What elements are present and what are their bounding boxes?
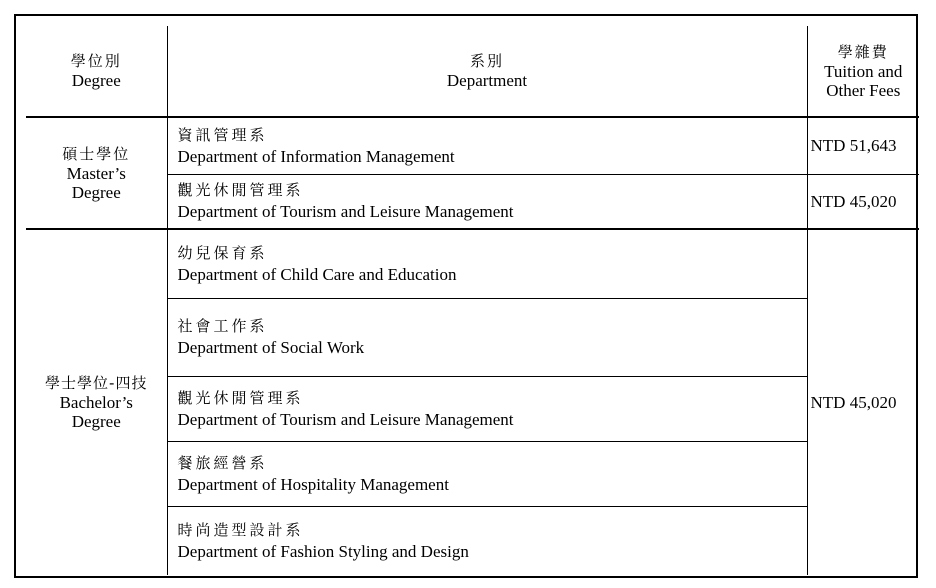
- department-cell: [167, 376, 807, 441]
- fee-cell: NTD 51,643: [807, 117, 919, 174]
- department-name-en: Department of Social Work: [177, 338, 365, 357]
- fees-header-zh: 學雜費: [837, 42, 889, 61]
- masters-degree-en-line1: Master’s: [66, 163, 126, 183]
- department-header: [167, 26, 807, 117]
- department-cell: [167, 117, 807, 174]
- department-name-en: Department of Tourism and Leisure Management: [177, 409, 514, 429]
- department-name-zh: 社會工作系: [177, 317, 268, 335]
- degree-header-zh: 學位別: [70, 52, 122, 70]
- department-name-en: Department of Fashion Styling and Design: [177, 541, 469, 561]
- department-cell: [167, 174, 807, 229]
- department-name-zh: 幼兒保育系: [177, 243, 268, 262]
- department-cell: [167, 441, 807, 506]
- masters-degree-cell: [26, 117, 167, 229]
- tuition-table: [26, 26, 919, 575]
- bachelors-degree-en-line1: Bachelor’s: [59, 393, 133, 412]
- table-row: [26, 229, 919, 298]
- bachelors-degree-zh: 學士學位-四技: [45, 374, 148, 392]
- department-header-zh: 系別: [469, 52, 504, 70]
- header-row: [26, 26, 919, 117]
- fee-cell: NTD 45,020: [807, 174, 919, 229]
- bachelors-fee-cell: NTD 45,020: [807, 229, 919, 575]
- department-cell: [167, 506, 807, 575]
- department-name-en: Department of Information Management: [177, 146, 455, 166]
- department-name-zh: 餐旅經營系: [177, 453, 268, 472]
- fees-header: [807, 26, 919, 117]
- fees-header-en-line2: Other Fees: [826, 80, 901, 100]
- department-name-zh: 觀光休閒管理系: [177, 388, 304, 407]
- department-cell: [167, 298, 807, 376]
- masters-degree-zh: 碩士學位: [62, 144, 131, 163]
- bachelors-degree-cell: [26, 229, 167, 575]
- table-row: [26, 117, 919, 174]
- masters-degree-en-line2: Degree: [71, 182, 121, 202]
- department-header-en: Department: [446, 71, 528, 90]
- department-cell: [167, 229, 807, 298]
- department-name-en: Department of Tourism and Leisure Management: [177, 202, 514, 222]
- bachelors-degree-en-line2: Degree: [71, 412, 121, 431]
- fees-header-en-line1: Tuition and: [824, 61, 903, 81]
- department-name-zh: 時尚造型設計系: [177, 520, 304, 539]
- department-name-en: Department of Child Care and Education: [177, 264, 457, 284]
- department-name-zh: 觀光休閒管理系: [177, 181, 304, 200]
- degree-header-en: Degree: [71, 71, 121, 90]
- degree-header: [26, 26, 167, 117]
- department-name-zh: 資訊管理系: [177, 125, 268, 144]
- department-name-en: Department of Hospitality Management: [177, 474, 449, 494]
